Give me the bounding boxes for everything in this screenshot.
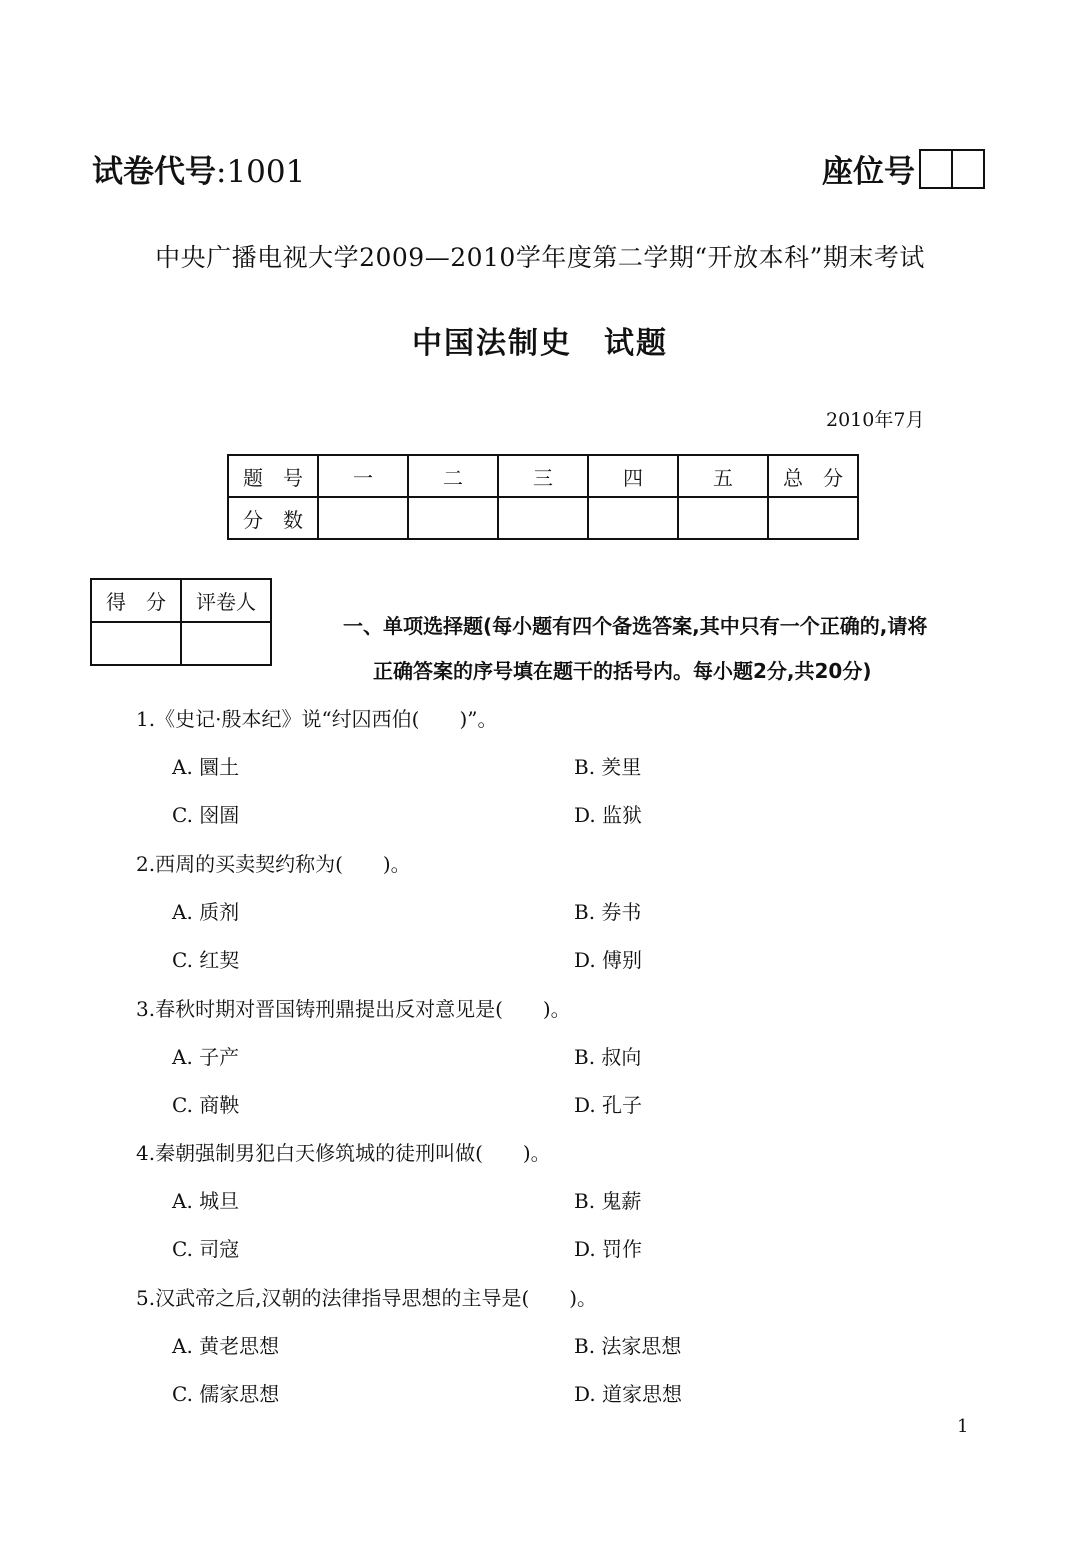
score-input-cell bbox=[498, 497, 588, 539]
option: C. 司寇 bbox=[172, 1237, 240, 1261]
score-table-cell: 题 号 bbox=[228, 455, 318, 497]
grade-box-grader-label: 评卷人 bbox=[181, 579, 271, 622]
option: A. 质剂 bbox=[172, 900, 240, 924]
option: A. 圜土 bbox=[172, 755, 240, 779]
option: B. 鬼薪 bbox=[574, 1189, 642, 1213]
score-input-cell bbox=[408, 497, 498, 539]
option: C. 商鞅 bbox=[172, 1093, 240, 1117]
exam-date: 2010年7月 bbox=[826, 409, 925, 431]
option: B. 券书 bbox=[574, 900, 642, 924]
subject-title: 中国法制史 试题 bbox=[412, 326, 668, 361]
score-table-cell: 四 bbox=[588, 455, 678, 497]
option: B. 叔向 bbox=[574, 1045, 642, 1069]
option: D. 监狱 bbox=[574, 803, 643, 827]
score-input-cell bbox=[588, 497, 678, 539]
grade-box-cell bbox=[181, 622, 271, 665]
page-number: 1 bbox=[957, 1416, 969, 1437]
section-heading-line2: 正确答案的序号填在题干的括号内。每小题2分,共20分) bbox=[373, 659, 872, 683]
score-table-cell: 五 bbox=[678, 455, 768, 497]
option: A. 子产 bbox=[172, 1045, 240, 1069]
section-heading-line1: 一、单项选择题(每小题有四个备选答案,其中只有一个正确的,请将 bbox=[343, 614, 928, 638]
score-table-header-row bbox=[228, 455, 858, 497]
question-stem: 2.西周的买卖契约称为( )。 bbox=[136, 852, 411, 876]
question-stem: 5.汉武帝之后,汉朝的法律指导思想的主导是( )。 bbox=[136, 1286, 598, 1310]
score-table-cell: 三 bbox=[498, 455, 588, 497]
option: D. 罚作 bbox=[574, 1237, 643, 1261]
seat-box bbox=[951, 151, 983, 187]
question-stem: 3.春秋时期对晋国铸刑鼎提出反对意见是( )。 bbox=[136, 997, 571, 1021]
seat-number-boxes bbox=[919, 149, 985, 189]
score-input-cell bbox=[678, 497, 768, 539]
score-table-cell: 二 bbox=[408, 455, 498, 497]
score-table-cell: 总 分 bbox=[768, 455, 858, 497]
option: C. 囹圄 bbox=[172, 803, 240, 827]
question-stem: 4.秦朝强制男犯白天修筑城的徒刑叫做( )。 bbox=[136, 1141, 551, 1165]
option: A. 城旦 bbox=[172, 1189, 240, 1213]
option: A. 黄老思想 bbox=[172, 1334, 280, 1358]
option: D. 傅别 bbox=[574, 948, 643, 972]
option: D. 道家思想 bbox=[574, 1382, 683, 1406]
option: D. 孔子 bbox=[574, 1093, 643, 1117]
option: B. 羑里 bbox=[574, 755, 642, 779]
paper-code-value: :1001 bbox=[216, 154, 306, 190]
question-stem: 1.《史记·殷本纪》说“纣囚西伯( )”。 bbox=[136, 707, 498, 731]
grade-box-score-label: 得 分 bbox=[91, 579, 181, 622]
score-table-cell: 分 数 bbox=[228, 497, 318, 539]
score-table-cell: 一 bbox=[318, 455, 408, 497]
score-input-cell bbox=[768, 497, 858, 539]
grade-box-cell bbox=[91, 622, 181, 665]
score-table-score-row bbox=[228, 497, 858, 539]
grade-box bbox=[90, 578, 272, 666]
option: B. 法家思想 bbox=[574, 1334, 682, 1358]
paper-code-label: 试卷代号 bbox=[92, 154, 216, 190]
seat-number-label: 座位号 bbox=[822, 154, 915, 190]
exam-title: 中央广播电视大学2009—2010学年度第二学期“开放本科”期末考试 bbox=[155, 243, 925, 272]
option: C. 儒家思想 bbox=[172, 1382, 280, 1406]
paper-code bbox=[92, 146, 305, 191]
score-input-cell bbox=[318, 497, 408, 539]
seat-box bbox=[921, 151, 951, 187]
score-table bbox=[227, 454, 859, 540]
option: C. 红契 bbox=[172, 948, 240, 972]
seat-number bbox=[822, 146, 985, 191]
